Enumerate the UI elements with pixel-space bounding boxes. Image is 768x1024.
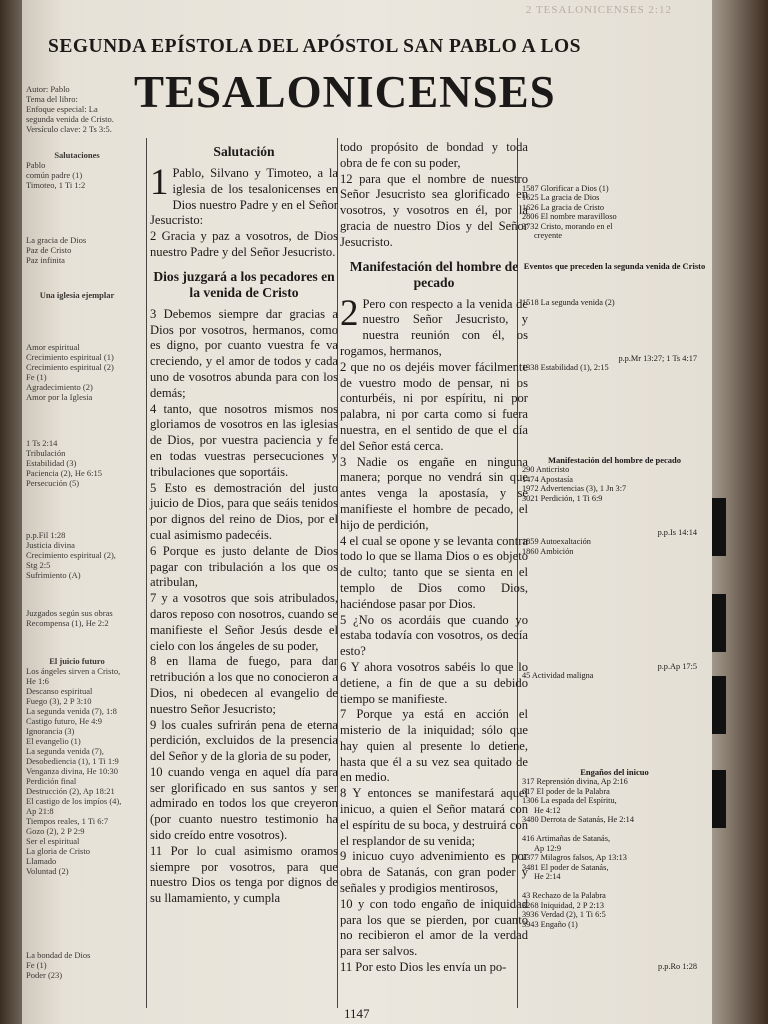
margin-line: Ap 21:8 [26,806,54,816]
reference-entry: 3480 Derrota de Satanás, He 2:14 [522,815,634,825]
margin-line: Tema del libro: [26,94,78,104]
column-rule [146,138,147,1008]
margin-line: Timoteo, 1 Ti 1:2 [26,180,86,190]
margin-line: Pablo [26,160,46,170]
reference-group [522,662,707,681]
margin-line: Agradecimiento (2) [26,382,93,392]
reference-entry: 1859 Autoexaltación [522,537,591,547]
reference-entry: 3481 El poder de Satanás, [522,862,609,872]
chapter-2-verse-5: 5 ¿No os acordáis que cuando yo estaba todavía con vosotros, os decía esto? [340,612,528,659]
reference-entry: 1626 La gracia de Cristo [522,202,605,212]
margin-line: segunda venida de Cristo. [26,114,114,124]
reference-entry: 45 Actividad maligna [522,671,594,681]
margin-line: Paciencia (2), He 6:15 [26,468,102,478]
verse-8: 8 en llama de fuego, para dar retribución a los que no conocieron a Dios, ni obedecen al evangelio de nuestro Señor Jesucristo; [150,654,338,716]
margin-line: Poder (23) [26,970,63,980]
reference-entry: He 2:14 [534,872,561,882]
margin-line: La gloria de Cristo [26,846,90,856]
margin-line: Fuego (3), 2 P 3:10 [26,696,92,706]
chapter-2-verse-7: 7 Porque ya está en acción el misterio de la iniquidad; sólo que hay quien al presente lo detiene, hasta que él a su vez sea quitado de en medio. [340,707,528,785]
reference-entry: 1474 Apostasía [522,474,573,484]
margin-line: Estabilidad (3) [26,458,77,468]
reference-entry: Ap 12:9 [534,843,561,853]
margin-line: Recompensa (1), He 2:2 [26,618,109,628]
margin-line: 1 Ts 2:14 [26,438,58,448]
section-heading: Salutación [213,144,275,159]
parallel-passage: p.p.Is 14:14 [657,528,697,537]
verse-5: 5 Esto es demostración del justo juicio de Dios, para que seáis tenidos por dignos del reino de Dios, por el cual asimismo padecéis. [150,480,338,542]
verse-10: 10 cuando venga en aquel día para ser glorificado en sus santos y ser admirado en todos los que creyeron (por cuanto nuestro testimonio ha sido creído entre vosotros). [150,764,338,843]
reference-entry: 317 Reprensión divina, Ap 2:16 [522,777,628,787]
margin-line: Los ángeles sirven a Cristo, [26,666,121,676]
verse-4: 4 tanto, que nosotros mismos nos gloriamos de vosotros en las iglesias de Dios, por vuestra paciencia y fe en todas vuestras persecuciones y tribulaciones que soportáis. [150,401,338,479]
margin-line: Amor por la Iglesia [26,392,93,402]
margin-line: Destrucción (2), Ap 18:21 [26,786,115,796]
verse-11: 11 Por lo cual asimismo oramos siempre por vosotros, para que nuestro Dios os tenga por dignos de su llamamiento, y cumpla [150,843,338,906]
margin-line: El evangelio (1) [26,736,81,746]
margin-line: Perdición final [26,776,77,786]
reference-entry: 2806 El nombre maravilloso [522,212,617,222]
verse-continuation: todo propósito de bondad y toda obra de fe con su poder, [340,140,528,170]
parallel-passage: p.p.Mr 13:27; 1 Ts 4:17 [618,354,697,363]
reference-entry: 1625 La gracia de Dios [522,193,600,203]
margin-line: La gracia de Dios [26,235,87,245]
reference-group [522,354,707,373]
book-supertitle: SEGUNDA EPÍSTOLA DEL APÓSTOL SAN PABLO A LOS [48,36,581,57]
margin-line: Enfoque especial: La [26,104,98,114]
verse-1 [150,162,338,229]
reference-group [522,456,707,503]
reference-entry: 1972 Advertencias (3), 1 Jn 3:7 [522,484,627,494]
margin-line: Autor: Pablo [26,84,70,94]
verse-7: 7 y a vosotros que sois atribulados, daros reposo con nosotros, cuando se manifieste el Señor Jesús desde el cielo con los ángeles de su poder, [150,591,338,653]
section-heading: Dios juzgará a los pecadores en la venida de Cristo [153,268,335,300]
reference-entry: 43 Rechazo de la Palabra [522,891,606,901]
reference-heading: Eventos que preceden la segunda venida de Cristo [523,261,706,271]
text-column-1 [150,140,338,907]
verse-12: 12 para que el nombre de nuestro Señor Jesucristo sea glorificado en vosotros, y vosotros en él, por la gracia de nuestro Dios y del Señor Jesucristo. [340,171,528,249]
margin-heading: Salutaciones [54,150,100,160]
reference-group [522,184,707,240]
reference-entry: He 4:12 [534,805,561,815]
margin-line: Justicia divina [26,540,75,550]
margin-line: Juzgados según sus obras [26,608,113,618]
reference-entry: 3943 Engaño (1) [522,919,578,929]
margin-line: La bondad de Dios [26,950,91,960]
bible-page [22,0,712,1024]
margin-line: p.p.Fil 1:28 [26,530,66,540]
reference-entry: 290 Anticristo [522,465,570,475]
margin-line: común padre (1) [26,170,83,180]
left-margin-notes [26,80,128,1010]
chapter-number: 1 [150,162,169,203]
margin-line: Crecimiento espiritual (2) [26,362,114,372]
reference-entry: 2377 Milagros falsos, Ap 13:13 [522,853,627,863]
reference-entry: 1306 La espada del Espíritu, [522,796,617,806]
reference-entry: 1338 Estabilidad (1), 2:15 [522,363,609,373]
margin-heading: Una iglesia ejemplar [39,290,115,300]
margin-line: Desobediencia (1), 1 Ti 1:9 [26,756,119,766]
margin-line: Sufrimiento (A) [26,570,81,580]
margin-line: Crecimiento espiritual (2), Stg 2:5 [26,550,116,570]
reference-entry: 3936 Verdad (2), 1 Ti 6:5 [522,910,606,920]
reference-entry: 416 Artimañas de Satanás, [522,834,611,844]
margin-line: La segunda venida (7), [26,746,104,756]
verse-6: 6 Porque es justo delante de Dios pagar con tribulación a los que os atribulan, [150,543,338,590]
margin-line: Llamado [26,856,57,866]
chapter-2-verse-2: 2 que no os dejéis mover fácilmente de vuestro modo de pensar, ni os conturbéis, ni por espíritu, ni por palabra, ni por carta como si fuera nuestra, en el sentido de que el día del Señor está cerca. [340,359,528,453]
margin-line: Tiempos reales, 1 Ti 6:7 [26,816,109,826]
verse-3: 3 Debemos siempre dar gracias a Dios por vosotros, hermanos, como es digno, por cuanto vuestra fe va creciendo, y el amor de todos y cada uno de vosotros abunda para con los demás; [150,306,338,400]
reference-group [522,262,707,271]
reference-entry: 1860 Ambición [522,546,574,556]
reference-heading: Manifestación del hombre de pecado [547,455,681,465]
text-column-2 [340,140,528,976]
margin-line: Versículo clave: 2 Ts 3:5. [26,124,112,134]
margin-line: Venganza divina, He 10:30 [26,766,119,776]
margin-line: He 1:6 [26,676,49,686]
chapter-2-verse-10: 10 y con todo engaño de iniquidad para los que se pierden, por cuanto no recibieron el amor de la verdad para ser salvos. [340,896,528,959]
spacer [522,881,707,891]
reference-heading: Engaños del inicuo [580,767,649,777]
margin-line: Crecimiento espiritual (1) [26,352,114,362]
chapter-2-verse-8: 8 Y entonces se manifestará aquel inicuo, a quien el Señor matará con el espíritu de su boca, y destruirá con el resplandor de su venida; [340,786,528,848]
reference-group [522,298,707,307]
reference-entry: 1587 Glorificar a Dios (1) [522,184,609,193]
margin-line: Amor espiritual [26,342,80,352]
reference-group [522,962,707,971]
margin-block [26,235,128,265]
parallel-passage: p.p.Ap 17:5 [657,662,697,671]
chapter-2-verse-3: 3 Nadie os engañe en ninguna manera; porque no vendrá sin que antes venga la apostasía, y se manifieste el hombre de pecado, el hijo de perdición, [340,454,528,532]
reference-entry: 3732 Cristo, morando en el [522,221,613,231]
margin-block [26,530,128,580]
margin-line: Paz infinita [26,255,65,265]
margin-block [26,608,128,628]
reference-entry: creyente [534,231,563,241]
verse-text: Pero con respecto a la venida de nuestro Señor Jesucristo, y nuestra reunión con él, os rogamos, hermanos, [340,296,528,358]
chapter-2-verse-11: 11 Por esto Dios les envía un po- [340,960,507,975]
margin-line: El castigo de los impíos (4), [26,796,122,806]
reference-entry: 617 El poder de la Palabra [522,786,610,796]
margin-line: Persecución (5) [26,478,80,488]
chapter-2-verse-4: 4 el cual se opone y se levanta contra todo lo que se llama Dios o es objeto de culto; tanto que se sienta en el templo de Dios como Dios, haciéndose pasar por Dios. [340,533,528,611]
margin-line: Fe (1) [26,960,47,970]
reference-group [522,528,707,556]
page-number: 1147 [344,1006,370,1021]
margin-line: Descanso espiritual [26,686,93,696]
chapter-2-verse-9: 9 inicuo cuyo advenimiento es por obra de Satanás, con gran poder y señales y prodigios mentirosos, [340,849,528,896]
chapter-2-verse-6: 6 Y ahora vosotros sabéis lo que lo detiene, a fin de que a su debido tiempo se manifieste. [340,659,528,706]
verse-9: 9 los cuales sufrirán pena de eterna perdición, excluidos de la presencia del Señor y de la gloria de su poder, [150,717,338,764]
margin-line: Voluntad (2) [26,866,69,876]
spacer [522,824,707,834]
margin-line: Tribulación [26,448,66,458]
reference-entry: 3021 Perdición, 1 Ti 6:9 [522,493,603,503]
margin-block [26,290,128,300]
margin-line: Ser el espiritual [26,836,80,846]
margin-block [26,150,128,190]
margin-block [26,950,128,980]
section-heading: Manifestación del hombre de pecado [349,258,519,290]
chapter-number: 2 [340,292,359,334]
reference-group [522,768,707,929]
margin-heading: El juicio futuro [49,656,105,666]
margin-line: Gozo (2), 2 P 2:9 [26,826,85,836]
margin-block [26,438,128,488]
verse-2: 2 Gracia y paz a vosotros, de Dios nuestro Padre y del Señor Jesucristo. [150,229,338,259]
margin-line: Fe (1) [26,372,47,382]
margin-block [26,342,128,402]
parallel-passage: p.p.Ro 1:28 [658,962,697,971]
margin-block [26,656,128,876]
reference-entry: 1518 La segunda venida (2) [522,298,615,307]
ghost-running-head: 2 TESALONICENSES 2:12 [525,4,672,16]
book-title: TESALONICENSES [134,67,556,117]
margin-line: Ignorancia (3) [26,726,75,736]
chapter-2-verse-1 [340,292,528,360]
margin-intro [26,84,128,134]
margin-line: La segunda venida (7), 1:8 [26,706,117,716]
margin-line: Paz de Cristo [26,245,72,255]
margin-line: Castigo futuro, He 4:9 [26,716,103,726]
verse-text: Pablo, Silvano y Timoteo, a la iglesia de los tesalonicenses en Dios nuestro Padre y en el Señor Jesucristo: [150,166,338,228]
reference-entry: 3268 Iniquidad, 2 P 2:13 [522,900,604,910]
